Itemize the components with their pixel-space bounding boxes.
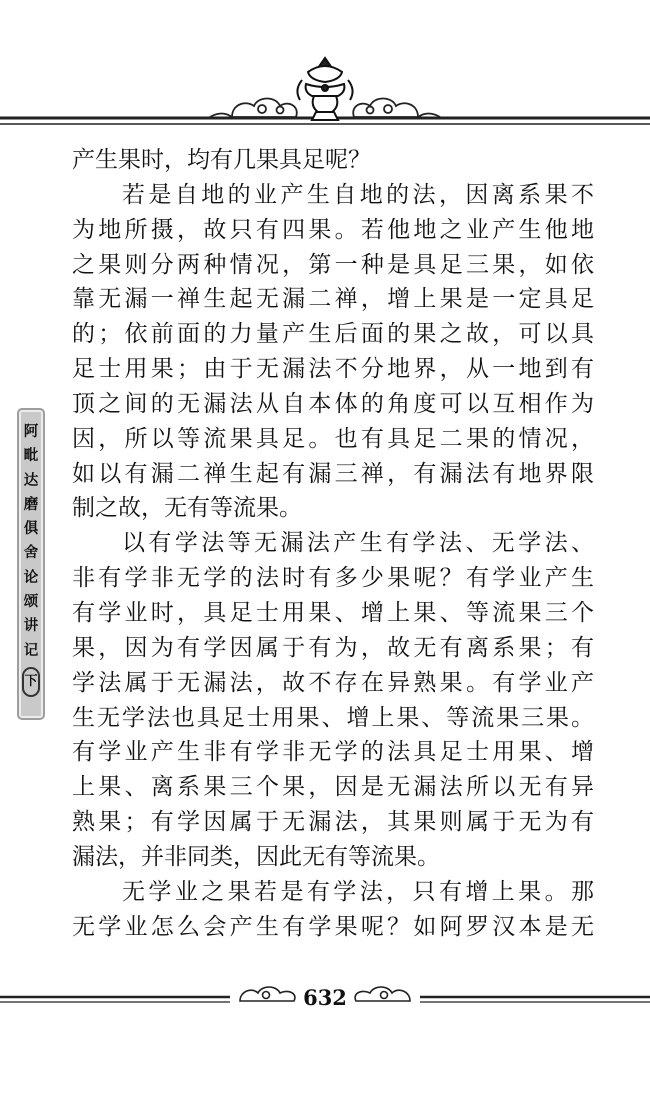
text-line: 生无学法也具足士用果、增上果、等流果三果。: [72, 704, 594, 731]
tab-char: 毗: [23, 448, 39, 465]
text-line: 如以有漏二禅生起有漏三禅，有漏法有地界限: [72, 460, 594, 487]
tab-char: 达: [23, 472, 39, 489]
text-line: 学法属于无漏法，故不存在异熟果。有学业产: [72, 669, 594, 696]
text-line: 上果、离系果三个果，因是无漏法所以无有异: [72, 774, 594, 801]
text-line: 无学业之果若是有学法，只有增上果。那: [122, 878, 594, 905]
tab-char: 阿: [23, 424, 39, 440]
text-line: 顶之间的无漏法从自本体的角度可以互相作为: [72, 390, 594, 417]
cloud-scroll-right-icon: [353, 99, 440, 118]
tab-char: 俱: [23, 521, 39, 538]
header-ornament: [0, 0, 650, 140]
text-line: 之果则分两种情况，第一种是具足三果，如依: [72, 251, 594, 278]
text-line: 因，所以等流果具足。也有具足二果的情况，: [72, 425, 594, 452]
page-number: 632: [303, 985, 347, 1010]
text-line: 若是自地的业产生自地的法，因离系果不: [122, 181, 594, 208]
text-line: 以有学法等无漏法产生有学法、无学法、: [122, 530, 594, 557]
text-line: 有学业时，具足士用果、增上果、等流果三个: [72, 599, 594, 626]
text-line: 的；依前面的力量产生后面的果之故，可以具: [72, 321, 594, 348]
tab-char: 磨: [23, 496, 39, 513]
tab-char: 论: [23, 569, 39, 586]
cloud-scroll-left-icon: [210, 99, 297, 118]
text-line: 熟果；有学因属于无漏法，其果则属于无为有: [72, 809, 594, 836]
text-line: 果，因为有学因属于有为，故无有离系果；有: [72, 634, 594, 661]
text-line: 漏法，并非同类，因此无有等流果。: [72, 843, 440, 870]
text-line: 为地所摄，故只有四果。若他地之业产生他地: [72, 216, 594, 243]
text-line: 产生果时，均有几果具足呢？: [72, 147, 371, 173]
text-line: 制之故，无有等流果。: [72, 495, 302, 522]
text-line: 非有学非无学的法时有多少果呢？有学业产生: [72, 565, 594, 592]
volume-marker: 下: [22, 667, 40, 697]
text-line: 无学业怎么会产生有学果呢？如阿罗汉本是无: [72, 913, 594, 940]
treasure-vase-icon: [297, 58, 352, 120]
tab-char: 舍: [23, 545, 39, 562]
book-title-tab: [17, 408, 45, 720]
text-line: 足士用果；由于无漏法不分地界，从一地到有: [72, 356, 594, 383]
text-line: 靠无漏一禅生起无漏二禅，增上果是一定具足: [72, 286, 594, 313]
body-text: [72, 143, 594, 944]
tab-char: 颂: [23, 594, 39, 611]
tab-char: 讲: [23, 618, 39, 635]
text-line: 有学业产生非有学非无学的法具足士用果、增: [72, 739, 594, 766]
tab-char: 记: [23, 642, 39, 659]
